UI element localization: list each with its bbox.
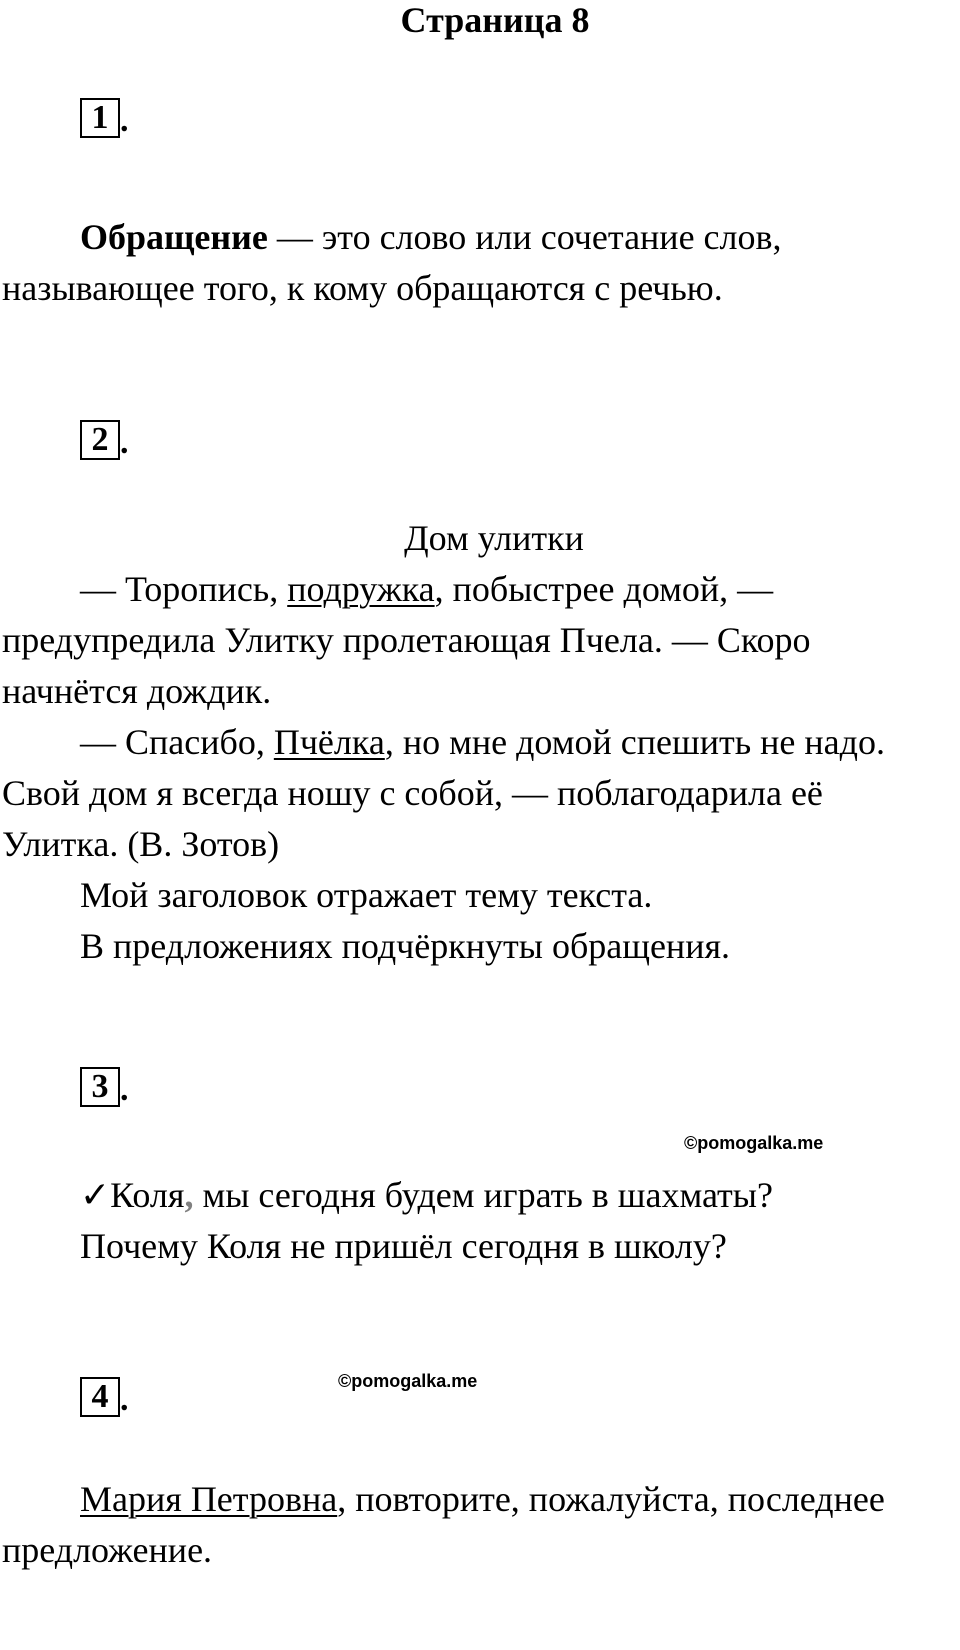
underlined-address: подружка — [287, 569, 435, 609]
definition-block — [2, 212, 960, 314]
answer-block: Мария Петровна, повторите, пожалуйста, последнее предложение. — [2, 1474, 960, 1576]
underlined-address: Пчёлка — [273, 722, 385, 762]
watermark: ©pomogalka.me — [338, 1371, 478, 1391]
term-word: Обращение — [80, 217, 268, 257]
story-title: Дом улитки — [404, 518, 584, 558]
story-line: предупредила Улитку пролетающая Пчела. — Скоро — [2, 620, 811, 660]
story-line: Улитка. (В. Зотов) — [2, 824, 280, 864]
sentence: Почему Коля не пришёл сегодня в школу? — [80, 1226, 727, 1266]
task-number-3: 3 . — [80, 1067, 129, 1107]
task-number-box: 2 — [80, 420, 120, 460]
story-line: начнётся дождик. — [2, 671, 272, 711]
page-title: Страница 8 — [400, 0, 590, 40]
story-line: Свой дом я всегда ношу с собой, — поблагодарила её — [2, 773, 823, 813]
answer-line2: предложение. — [2, 1530, 213, 1570]
task-number-box: 3 — [80, 1067, 120, 1107]
highlighted-comma: , — [184, 1175, 194, 1215]
check-mark: ✓ — [80, 1175, 111, 1215]
task-number-box: 1 — [80, 98, 120, 138]
task-number-box: 4 — [80, 1377, 120, 1417]
task-number-2: 2 . — [80, 420, 129, 460]
story-block: Дом улитки — Торопись, подружка, побыстрее домой, — предупредила Улитку пролетающая Пчела. — Скоро начнётся дождик. — Спасибо, Пчёлка, но мне домой спешить не надо. Свой дом я всегда ношу с собой, — поблагодарила её Улитка. (В. Зотов) Мой заголовок отражает тему текста. В предложениях подчёркнуты обращения. — [2, 513, 960, 972]
sentences-block: ✓Коля, мы сегодня будем играть в шахматы? Почему Коля не пришёл сегодня в школу? — [2, 1170, 960, 1272]
task-number-4: 4 . — [80, 1377, 129, 1417]
story-note: В предложениях подчёркнуты обращения. — [80, 926, 731, 966]
task-number-1: 1 . — [80, 98, 129, 138]
underlined-address: Мария Петровна — [80, 1479, 338, 1519]
definition-text-line2: называющее того, к кому обращаются с речью. — [2, 268, 723, 308]
definition-text: — это слово или сочетание слов, — [267, 217, 782, 257]
story-note: Мой заголовок отражает тему текста. — [80, 875, 653, 915]
watermark: ©pomogalka.me — [684, 1133, 824, 1153]
